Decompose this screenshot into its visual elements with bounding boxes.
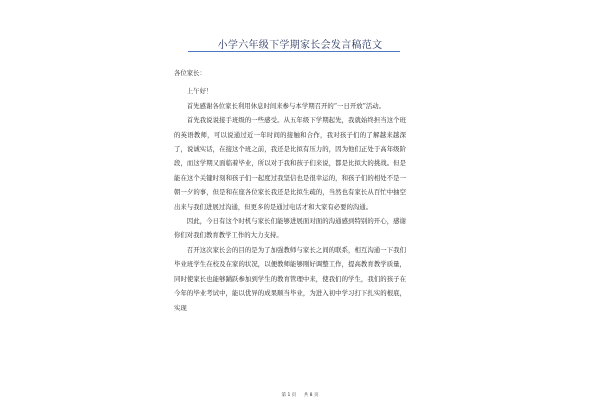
- greeting: 上午好！: [186, 87, 213, 96]
- paragraph-3: 因此，今日有这个时机与家长们能够进展面对面的沟通感到特别的开心，感谢你们对我们教育教学工作的大力支持。: [174, 217, 406, 240]
- page-total: 共 8 页: [303, 393, 319, 398]
- paragraph-1: 首先感谢各位家长利用休息时间来参与本学期召开的“一日开放”活动。: [186, 101, 386, 110]
- document-title: 小学六年级下学期家长会发言稿范文: [217, 40, 383, 51]
- document-body: [174, 66, 406, 315]
- paragraph-2: 首先我说说接手班级的一些感受。从五年级下学期起先，我就始终担当这个班的英语教师，可以说通过近一年时间的接触和合作，我对孩子们的了解越来越深了，说诚实话，在接这个班之前，我还是比拟有压力的，因为他们正处于高年级阶段，而这学期又面临着毕业，所以对于我和孩子们来说，都是比拟大的挑战。但是能在这个关键时刻和孩子们一起度过我坚信也是很幸运的，和孩子们的相处不是一朝一夕的事，但是和在座各位家长我还是比拟生疏的，当然也有家长从百忙中抽空出来与我们进展过沟通，但更多的是通过电话才和大家有必要的沟通。: [174, 116, 406, 211]
- salutation: 各位家长：: [174, 69, 206, 77]
- page-footer: [0, 392, 600, 398]
- page-number: 第 1 页: [281, 393, 297, 398]
- title-underline: [188, 51, 400, 52]
- paragraph-4: 召开这次家长会的目的是为了加强教师与家长之间的联系，相互沟通一下我们毕业班学生在校及在家的状况，以便教师能够刚好调整工作，提高教育教学质量，同时使家长也能够踊跃参加到学生的教育管理中来，使我们的学生，我们的孩子在今年的毕业考试中，能以优异的成果顺当毕业，为进入初中学习打下扎实的根底，实现: [174, 245, 406, 312]
